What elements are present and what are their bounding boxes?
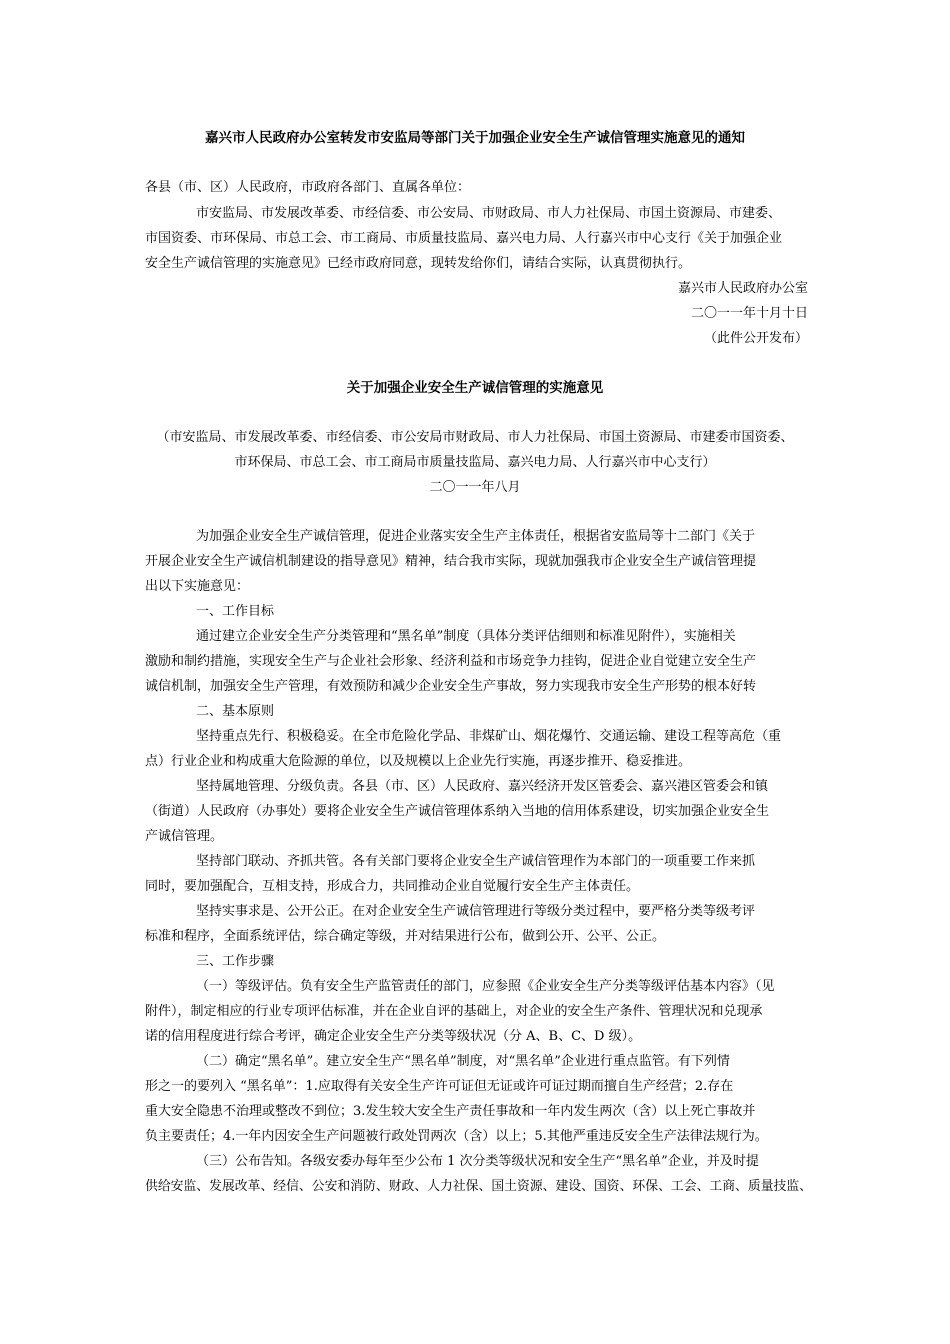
principle-line: 产诚信管理。 [145,829,224,844]
step-line: （一）等级评估。负有安全生产监管责任的部门，应参照《企业安全生产分类等级评估基本内容》（见 [196,979,775,994]
notice-date: 二〇一一年十月十日 [690,306,808,321]
section-heading: 三、工作步骤 [196,954,275,969]
step-line: （二）确定“黑名单”。建立安全生产“黑名单”制度，对“黑名单”企业进行重点监管。有下列情 [196,1054,730,1069]
step-line: 诺的信用程度进行综合考评，确定企业安全生产分类等级状况（分 A、B、C、D 级）。 [145,1029,642,1044]
opinion-title: 关于加强企业安全生产诚信管理的实施意见 [346,380,604,396]
notice-body-line: 安全生产诚信管理的实施意见》已经市政府同意，现转发给你们，请结合实际，认真贯彻执行。 [145,256,692,271]
principle-line: 坚持部门联动、齐抓共管。各有关部门要将企业安全生产诚信管理作为本部门的一项重要工作来抓 [196,854,756,869]
principle-line: 坚持实事求是、公开公正。在对企业安全生产诚信管理进行等级分类过程中，要严格分类等级考评 [196,904,756,919]
step-line: 负主要责任；4.一年内因安全生产问题被行政处罚两次（含）以上；5.其他严重违反安全生产法律法规行为。 [145,1129,768,1144]
principle-line: 坚持重点先行、积极稳妥。在全市危险化学品、非煤矿山、烟花爆竹、交通运输、建设工程等高危（重 [196,729,782,744]
departments-line: （市安监局、市发展改革委、市经信委、市公安局市财政局、市人力社保局、市国土资源局、市建委市国资委、 [156,430,794,445]
notice-body-line: 市安监局、市发展改革委、市经信委、市公安局、市财政局、市人力社保局、市国土资源局、市建委、 [196,206,782,221]
principle-line: 同时，要加强配合，互相支持，形成合力，共同推动企业自觉履行安全生产主体责任。 [145,879,640,894]
step-line: 供给安监、发展改革、经信、公安和消防、财政、人力社保、国土资源、建设、国资、环保、工会、工商、质量技监、 [145,1179,813,1194]
principle-line: 点）行业企业和构成重大危险源的单位，以及规模以上企业先行实施，再逐步推开、稳妥推进。 [145,754,692,769]
departments-line: 市环保局、市总工会、市工商局市质量技监局、嘉兴电力局、人行嘉兴市中心支行） [234,455,716,470]
section1-line: 诚信机制，加强安全生产管理，有效预防和减少企业安全生产事故，努力实现我市安全生产形势的根本好转 [145,679,757,694]
notice-issuer: 嘉兴市人民政府办公室 [677,281,808,296]
publish-note: （此件公开发布） [703,331,808,346]
notice-addressee: 各县（市、区）人民政府，市政府各部门、直属各单位： [145,180,471,195]
section1-line: 激励和制约措施，实现安全生产与企业社会形象、经济利益和市场竞争力挂钩，促进企业自觉建立安全生产 [145,654,757,669]
step-line: （三）公布告知。各级安委办每年至少公布 1 次分类等级状况和安全生产“黑名单”企业，并及时提 [196,1154,759,1169]
section1-line: 通过建立企业安全生产分类管理和“黑名单”制度（具体分类评估细则和标准见附件），实施相关 [196,629,736,644]
intro-line: 开展企业安全生产诚信机制建设的指导意见》精神，结合我市实际，现就加强我市企业安全生产诚信管理提 [145,554,757,569]
section-heading: 二、基本原则 [196,704,275,719]
opinion-date: 二〇一一年八月 [429,480,521,495]
principle-line: 标准和程序，全面系统评估，综合确定等级，并对结果进行公布，做到公开、公平、公正。 [145,929,666,944]
step-line: 附件），制定相应的行业专项评估标准，并在企业自评的基础上，对企业的安全生产条件、管理状况和兑现承 [145,1004,763,1019]
section-heading: 一、工作目标 [196,604,275,619]
principle-line: （街道）人民政府（办事处）要将企业安全生产诚信管理体系纳入当地的信用体系建设，切实加强企业安全生 [145,804,770,819]
intro-line: 出以下实施意见： [145,579,250,594]
intro-line: 为加强企业安全生产诚信管理，促进企业落实安全生产主体责任，根据省安监局等十二部门《关于 [196,529,756,544]
principle-line: 坚持属地管理、分级负责。各县（市、区）人民政府、嘉兴经济开发区管委会、嘉兴港区管委会和镇 [196,779,769,794]
notice-body-line: 市国资委、市环保局、市总工会、市工商局、市质量技监局、嘉兴电力局、人行嘉兴市中心支行《关于加强企业 [145,231,783,246]
step-line: 形之一的要列入 “黑名单”：1.应取得有关安全生产许可证但无证或许可证过期而擅自生产经营；2.存在 [145,1079,734,1094]
step-line: 重大安全隐患不治理或整改不到位；3.发生较大安全生产责任事故和一年内发生两次（含）以上死亡事故并 [145,1104,756,1119]
notice-title: 嘉兴市人民政府办公室转发市安监局等部门关于加强企业安全生产诚信管理实施意见的通知 [205,130,745,146]
